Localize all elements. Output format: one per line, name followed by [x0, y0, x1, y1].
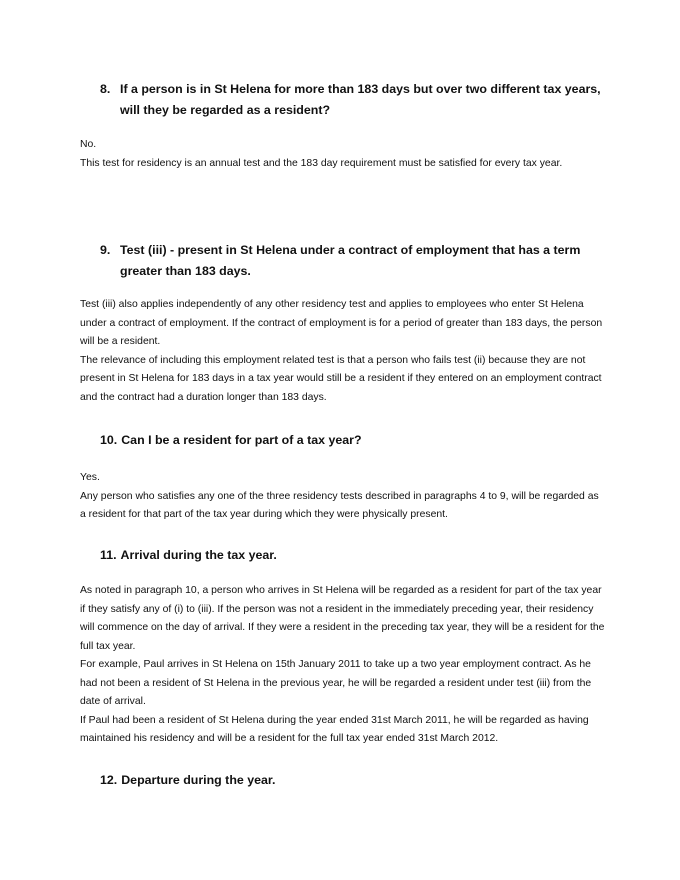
section-10-paragraph-2: Any person who satisfies any one of the three residency tests described in paragraphs 4 to 9, will be regarded as a resident for that part of the tax year during which they were physically present. [80, 490, 599, 520]
section-11-title: Arrival during the tax year. [120, 548, 277, 562]
section-8-heading [100, 79, 620, 121]
section-8-body [80, 136, 605, 173]
section-9-paragraph-2: The relevance of including this employment related test is that a person who fails test (ii) because they are not present in St Helena for 183 days in a tax year would still be a resident if they entered on an employment contract and the contract had a duration longer than 183 days. [80, 354, 602, 403]
section-8-paragraph-1: No. [80, 139, 97, 150]
section-9-title: Test (iii) - present in St Helena under a contract of employment that has a term greater than 183 days. [120, 243, 581, 278]
section-11-body [80, 582, 605, 749]
section-11-paragraph-3: If Paul had been a resident of St Helena during the year ended 31st March 2011, he will be regarded as having maintained his residency and will be a resident for the full tax year ended 31st March 2012. [80, 714, 589, 744]
section-9-heading [100, 240, 620, 282]
section-12-heading [100, 770, 620, 791]
section-9-body [80, 296, 605, 407]
section-11-paragraph-2: For example, Paul arrives in St Helena on 15th January 2011 to take up a two year employment contract. As he had not been a resident of St Helena in the previous year, he will be regarded a resident under test (iii) from the date of arrival. [80, 659, 592, 707]
section-10-body [80, 469, 605, 525]
section-11-number: 11. [100, 548, 117, 562]
section-10-heading [100, 430, 620, 451]
section-8-number: 8. [100, 82, 111, 96]
section-10-paragraph-1: Yes. [80, 472, 100, 483]
section-12-number: 12. [100, 773, 118, 787]
section-10-number: 10. [100, 433, 118, 447]
section-9-paragraph-1: Test (iii) also applies independently of any other residency test and applies to employees who enter St Helena under a contract of employment. If the contract of employment is for a period of greater than 183 days, the person will be a resident. [80, 299, 603, 347]
section-12-title: Departure during the year. [121, 773, 276, 787]
section-11-paragraph-1: As noted in paragraph 10, a person who arrives in St Helena will be regarded as a resident for part of the tax year if they satisfy any of (i) to (iii). If the person was not a resident in the immediately preceding year, their residency will commence on the day of arrival. If they were a resident in the preceding tax year, they will be a resident for the full tax year. [80, 585, 605, 652]
section-8-paragraph-2: This test for residency is an annual test and the 183 day requirement must be satisfied for every tax year. [80, 157, 563, 169]
section-9-number: 9. [100, 243, 111, 257]
section-10-title: Can I be a resident for part of a tax year? [121, 433, 362, 447]
section-11-heading [100, 545, 620, 566]
section-8-title: If a person is in St Helena for more than 183 days but over two different tax years, will they be regarded as a resident? [120, 82, 601, 117]
